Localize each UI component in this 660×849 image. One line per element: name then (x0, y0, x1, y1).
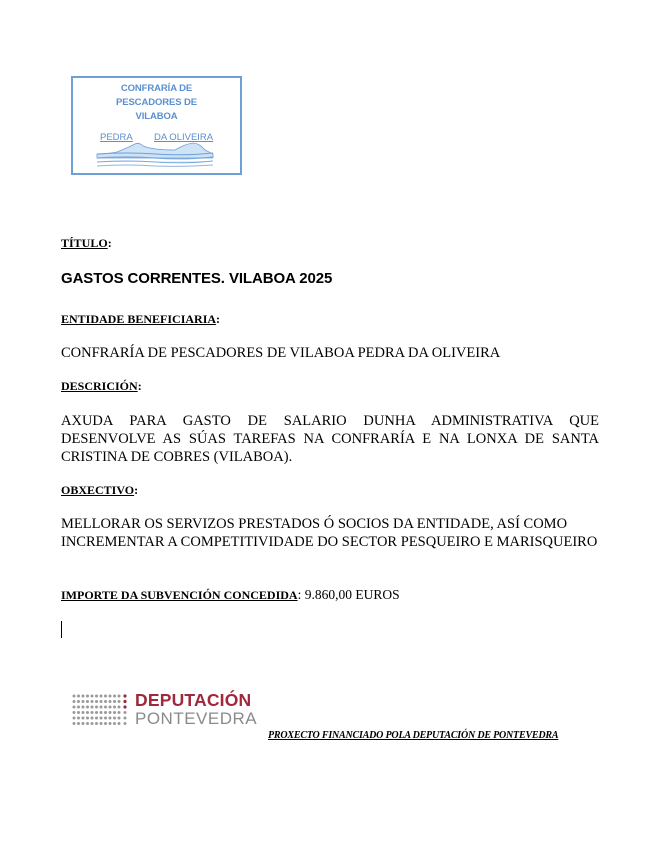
colon: : (134, 483, 139, 497)
obxectivo-label (61, 483, 138, 498)
entidade-value: CONFRARÍA DE PESCADORES DE VILABOA PEDRA DA OLIVEIRA (61, 345, 501, 361)
deputacion-dots-icon (72, 693, 130, 727)
logo-caption-pedra: PEDRA (100, 132, 133, 143)
titulo-value: GASTOS CORRENTES. VILABOA 2025 (61, 270, 333, 287)
confraria-logo (71, 76, 242, 175)
colon: : (107, 236, 112, 250)
logo-title (73, 82, 240, 124)
colon: : (137, 379, 142, 393)
importe-label: IMPORTE DA SUBVENCIÓN CONCEDIDA (61, 588, 298, 602)
descricion-label (61, 379, 142, 394)
text-cursor[interactable] (61, 621, 62, 638)
entidade-label-text: ENTIDADE BENEFICIARIA (61, 312, 217, 326)
titulo-label-text: TÍTULO (61, 236, 108, 250)
entidade-label (61, 312, 220, 327)
logo-title-line: VILABOA (135, 111, 178, 122)
colon: : (216, 312, 221, 326)
logo-title-line: CONFRARÍA DE (120, 83, 193, 94)
obxectivo-value: MELLORAR OS SERVIZOS PRESTADOS Ó SOCIOS DA ENTIDADE, ASÍ COMO INCREMENTAR A COMPETITIVIDADE DO SECTOR PESQUEIRO E MARISQUEIRO (61, 516, 598, 550)
obxectivo-label-text: OBXECTIVO (61, 483, 135, 497)
logo-caption-oliveira: DA OLIVEIRA (154, 132, 214, 143)
importe-line (61, 586, 400, 604)
deputacion-logo-city: PONTEVEDRA (135, 709, 258, 728)
funding-note: PROXECTO FINANCIADO POLA DEPUTACIÓN DE PONTEVEDRA (268, 730, 559, 741)
descricion-value: AXUDA PARA GASTO DE SALARIO DUNHA ADMINISTRATIVA QUE DESENVOLVE AS SÚAS TAREFAS NA CONFRARÍA E NA LONXA DE SANTA CRISTINA DE COBRES (VILABOA). (61, 413, 599, 465)
deputacion-logo-name: DEPUTACIÓN (135, 690, 252, 710)
descricion-label-text: DESCRICIÓN (61, 379, 138, 393)
importe-value: : 9.860,00 EUROS (297, 587, 400, 602)
logo-title-line: PESCADORES DE (115, 97, 198, 108)
titulo-label (61, 236, 112, 251)
sea-waves-icon (95, 138, 217, 170)
